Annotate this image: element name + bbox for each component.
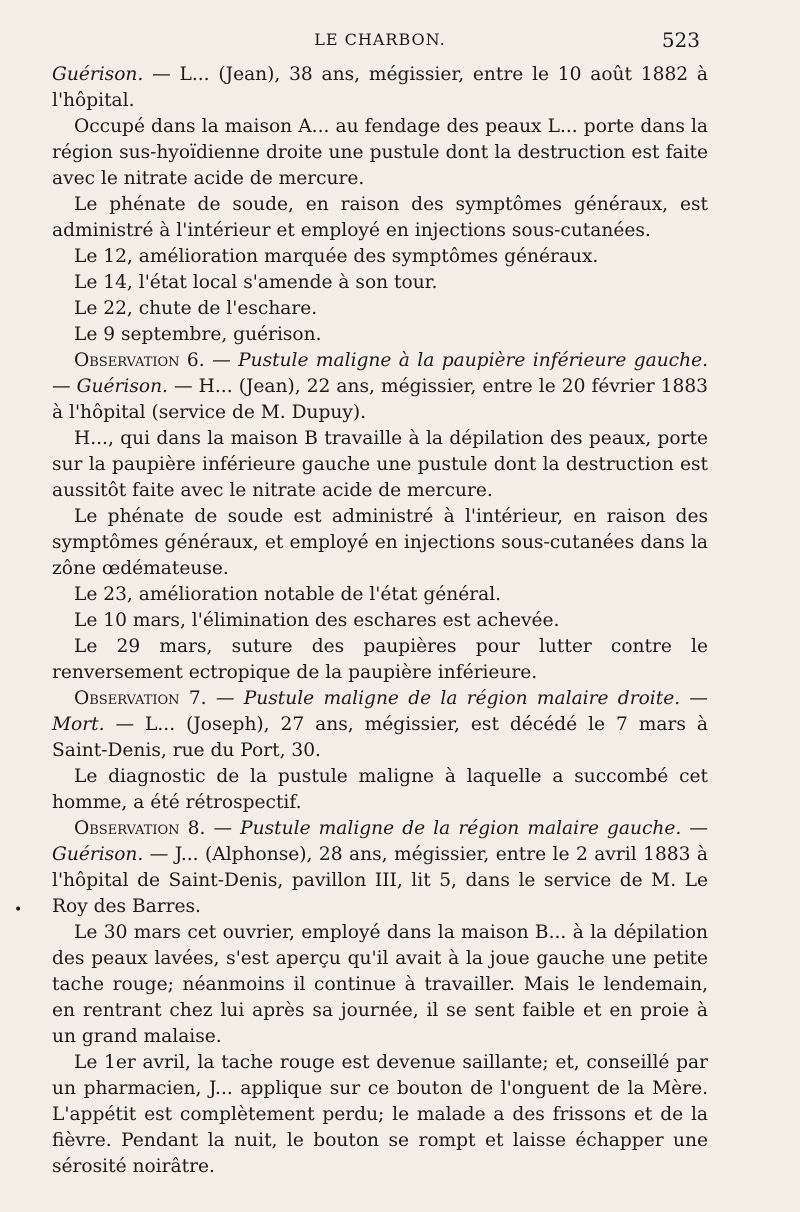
paragraph: Le 1er avril, la tache rouge est devenue saillante; et, conseillé par un pharmacien, J... applique sur ce bouton de l'onguent de la Mère. L'appétit est complètement perdu; le malade a des frissons et de la fièvre. Pendant la nuit, le bouton se rompt et laisse échapper une sérosité noirâtre. xyxy=(52,1052,708,1177)
paragraph: Le 22, chute de l'eschare. xyxy=(74,298,318,319)
running-title: LE CHARBON. xyxy=(314,30,446,49)
page-header xyxy=(60,30,700,58)
paragraph: Guérison. — L... (Jean), 38 ans, mégissier, entre le 10 août 1882 à l'hôpital. xyxy=(52,64,708,111)
body-text xyxy=(52,62,708,1180)
paragraph: H..., qui dans la maison B travaille à la dépilation des peaux, porte sur la paupière inférieure gauche une pustule dont la destruction est aussitôt faite avec le nitrate acide de mercure. xyxy=(52,428,708,501)
paragraph: Le diagnostic de la pustule maligne à laquelle a succombé cet homme, a été rétrospectif. xyxy=(52,766,708,813)
paragraph: Le 12, amélioration marquée des symptômes généraux. xyxy=(74,246,599,267)
paragraph: Le phénate de soude est administré à l'intérieur, en raison des symptômes généraux, et employé en injections sous-cutanées dans la zône œdémateuse. xyxy=(52,506,708,579)
paragraph: Le 14, l'état local s'amende à son tour. xyxy=(74,272,438,293)
paragraph: Le 30 mars cet ouvrier, employé dans la maison B... à la dépilation des peaux lavées, s'est aperçu qu'il avait à la joue gauche une petite tache rouge; néanmoins il continue à travailler. Mais le lendemain, en rentrant chez lui après sa journée, il se sent faible et en proie à un grand malaise. xyxy=(52,922,708,1047)
page-number: 523 xyxy=(661,28,700,52)
observation-heading: Observation 7. — Pustule maligne de la région malaire droite. — Mort. — L... (Joseph), 27 ans, mégissier, est décédé le 7 mars à Saint-Denis, rue du Port, 30. xyxy=(52,688,708,761)
margin-dot-mark: • xyxy=(14,902,23,918)
observation-heading: Observation 8. — Pustule maligne de la région malaire gauche. — Guérison. — J... (Alphonse), 28 ans, mégissier, entre le 2 avril 1883 à l'hôpital de Saint-Denis, pavillon III, lit 5, dans le service de M. Le Roy des Barres. xyxy=(52,818,708,917)
paragraph: Le 23, amélioration notable de l'état général. xyxy=(74,584,502,605)
paragraph: Le 10 mars, l'élimination des eschares est achevée. xyxy=(74,610,560,631)
paragraph: Le 9 septembre, guérison. xyxy=(74,324,322,345)
paragraph: Le 29 mars, suture des paupières pour lutter contre le renversement ectropique de la paupière inférieure. xyxy=(52,636,708,683)
paragraph: Occupé dans la maison A... au fendage des peaux L... porte dans la région sus-hyoïdienne droite une pustule dont la destruction est faite avec le nitrate acide de mercure. xyxy=(52,116,708,189)
paragraph: Le phénate de soude, en raison des symptômes généraux, est administré à l'intérieur et employé en injections sous-cutanées. xyxy=(52,194,708,241)
observation-heading: Observation 6. — Pustule maligne à la paupière inférieure gauche. — Guérison. — H... (Jean), 22 ans, mégissier, entre le 20 février 1883 à l'hôpital (service de M. Dupuy). xyxy=(52,350,708,423)
